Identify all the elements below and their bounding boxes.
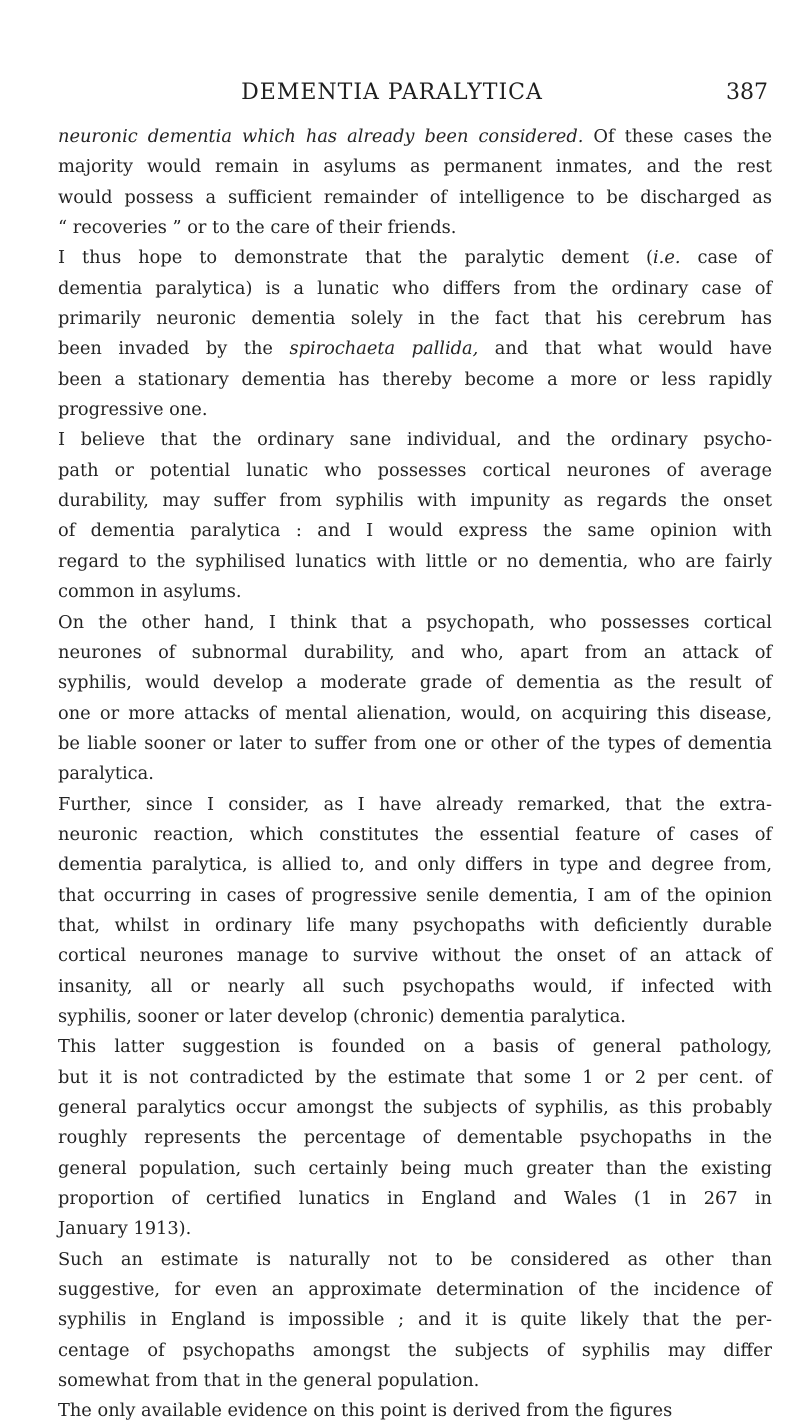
text-run: roughly represents the percentage of dementable psychopaths in the xyxy=(58,1127,772,1149)
text-run: neurones of subnormal durability, and who, apart from an attack of xyxy=(58,641,772,663)
text-line xyxy=(58,1396,772,1426)
body-text xyxy=(58,122,772,1427)
paragraph xyxy=(58,1245,772,1397)
text-run: general population, such certainly being much greater than the existing xyxy=(58,1157,772,1179)
text-line xyxy=(58,213,772,243)
text-line xyxy=(58,304,772,334)
text-run: somewhat from that in the general population. xyxy=(58,1370,480,1392)
text-line xyxy=(58,972,772,1002)
text-run: Of these cases the xyxy=(583,126,772,147)
text-run: of dementia paralytica : and I would express the same opinion with xyxy=(58,520,772,542)
text-line xyxy=(58,1123,772,1153)
text-line xyxy=(58,608,772,638)
paragraph xyxy=(58,425,772,607)
text-line xyxy=(58,516,772,546)
text-run: but it is not contradicted by the estimate that some 1 or 2 per cent. of xyxy=(58,1066,772,1088)
italic-text: i.e. xyxy=(652,247,681,269)
paragraph xyxy=(58,1396,772,1426)
text-line xyxy=(58,759,772,789)
paragraph xyxy=(58,122,772,243)
text-run: progressive one. xyxy=(58,399,208,421)
text-line xyxy=(58,425,772,455)
text-line xyxy=(58,1154,772,1184)
text-run: “ recoveries ” or to the care of their friends. xyxy=(58,217,457,239)
text-run: I thus hope to demonstrate that the paralytic dement ( xyxy=(58,247,653,269)
text-run: paralytica. xyxy=(58,763,154,785)
text-run: majority would remain in asylums as permanent inmates, and the rest xyxy=(58,156,772,178)
text-line xyxy=(58,334,772,364)
text-line xyxy=(58,1032,772,1062)
italic-text: neuronic dementia which has already been considered. xyxy=(58,126,584,147)
text-run: January 1913). xyxy=(58,1218,192,1240)
text-run: I believe that the ordinary sane individual, and the ordinary psycho- xyxy=(58,429,772,451)
text-run: common in asylums. xyxy=(58,581,242,603)
text-run: regard to the syphilised lunatics with little or no dementia, who are fairly xyxy=(58,550,772,572)
text-line xyxy=(58,1366,772,1396)
text-line xyxy=(58,941,772,971)
text-run: durability, may suffer from syphilis with impunity as regards the onset xyxy=(58,490,772,512)
text-run: that occurring in cases of progressive senile dementia, I am of the opinion xyxy=(58,884,772,906)
text-line xyxy=(58,638,772,668)
text-line xyxy=(58,911,772,941)
text-line xyxy=(58,820,772,850)
paragraph xyxy=(58,1032,772,1244)
paragraph xyxy=(58,608,772,790)
text-line xyxy=(58,850,772,880)
text-line xyxy=(58,122,772,152)
text-line xyxy=(58,365,772,395)
text-line xyxy=(58,456,772,486)
text-run: dementia paralytica, is allied to, and only differs in type and degree from, xyxy=(58,854,772,876)
text-run: been a stationary dementia has thereby become a more or less rapidly xyxy=(58,368,772,390)
text-run: one or more attacks of mental alienation, would, on acquiring this disease, xyxy=(58,702,772,724)
text-line xyxy=(58,486,772,516)
text-run: dementia paralytica) is a lunatic who differs from the ordinary case of xyxy=(58,277,772,299)
text-run: Such an estimate is naturally not to be considered as other than xyxy=(58,1248,772,1270)
text-line xyxy=(58,699,772,729)
italic-text: spirochaeta pallida, xyxy=(289,338,479,360)
text-run: suggestive, for even an approximate determination of the incidence of xyxy=(58,1279,772,1301)
text-run: proportion of certified lunatics in England and Wales (1 in 267 in xyxy=(58,1188,772,1210)
text-line xyxy=(58,183,772,213)
text-run: syphilis in England is impossible ; and it is quite likely that the per- xyxy=(58,1309,772,1331)
paragraph xyxy=(58,790,772,1033)
text-run: would possess a sufficient remainder of intelligence to be discharged as xyxy=(58,186,772,208)
text-line xyxy=(58,577,772,607)
text-line xyxy=(58,1245,772,1275)
text-line xyxy=(58,1184,772,1214)
text-run: insanity, all or nearly all such psychopaths would, if infected with xyxy=(58,975,772,997)
text-line xyxy=(58,243,772,273)
text-line xyxy=(58,1305,772,1335)
text-run: On the other hand, I think that a psychopath, who possesses cortical xyxy=(58,611,772,633)
page-number: 387 xyxy=(726,80,768,105)
text-run: and that what would have xyxy=(478,338,773,360)
text-line xyxy=(58,881,772,911)
text-line xyxy=(58,729,772,759)
text-line xyxy=(58,395,772,425)
text-run: syphilis, sooner or later develop (chronic) dementia paralytica. xyxy=(58,1005,626,1027)
text-run: This latter suggestion is founded on a basis of general pathology, xyxy=(58,1036,772,1058)
text-run: centage of psychopaths amongst the subjects of syphilis may differ xyxy=(58,1339,772,1361)
text-run: path or potential lunatic who possesses cortical neurones of average xyxy=(58,459,772,481)
running-title: DEMENTIA PARALYTICA xyxy=(241,80,543,105)
text-line xyxy=(58,1336,772,1366)
text-line xyxy=(58,274,772,304)
text-run: case of xyxy=(680,247,772,269)
text-run: The only available evidence on this point is derived from the figures xyxy=(58,1400,673,1422)
text-run: neuronic reaction, which constitutes the essential feature of cases of xyxy=(58,823,772,845)
paragraph xyxy=(58,243,772,425)
text-run: syphilis, would develop a moderate grade of dementia as the result of xyxy=(58,672,772,694)
text-line xyxy=(58,668,772,698)
text-line xyxy=(58,1093,772,1123)
text-line xyxy=(58,1214,772,1244)
text-run: primarily neuronic dementia solely in the fact that his cerebrum has xyxy=(58,308,772,330)
page-header xyxy=(58,80,768,114)
text-run: that, whilst in ordinary life many psychopaths with deficiently durable xyxy=(58,914,772,936)
text-line xyxy=(58,1002,772,1032)
text-line xyxy=(58,1275,772,1305)
text-line xyxy=(58,1063,772,1093)
text-run: Further, since I consider, as I have already remarked, that the extra- xyxy=(58,793,772,815)
text-line xyxy=(58,790,772,820)
text-line xyxy=(58,152,772,182)
text-run: be liable sooner or later to suffer from one or other of the types of dementia xyxy=(58,732,772,754)
text-line xyxy=(58,547,772,577)
text-run: general paralytics occur amongst the subjects of syphilis, as this probably xyxy=(58,1097,772,1118)
text-run: cortical neurones manage to survive without the onset of an attack of xyxy=(58,945,772,967)
text-run: been invaded by the xyxy=(58,338,290,360)
